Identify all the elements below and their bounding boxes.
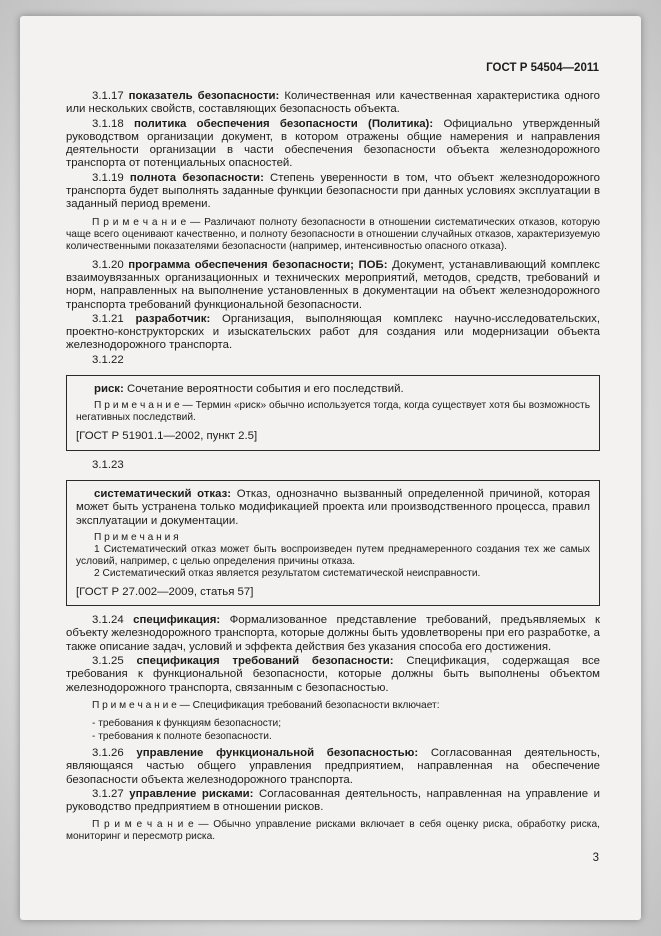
- definition-text: Спецификация, содержащая все требования к функциональной безопасности, которые должны быть выполнены объектом железнодорожного транспорта, связанным с безопасностью.: [66, 655, 601, 694]
- clause-number: 3.1.18: [92, 117, 124, 130]
- source-reference: [ГОСТ Р 51901.1—2002, пункт 2.5]: [76, 430, 258, 443]
- list-item-safety-integrity: - требования к полноте безопасности.: [92, 730, 272, 742]
- clause-number-3-1-23: 3.1.23: [92, 458, 124, 471]
- definition-text: Сочетание вероятности события и его последствий.: [126, 383, 404, 396]
- clause-number: 3.1.21: [92, 312, 124, 325]
- term: спецификация:: [133, 614, 221, 627]
- definition-text: Организация, выполняющая комплекс научно-исследовательских, проектно-конструкторских и изыскательских работ для создания или модернизации объекта железнодорожного транспорта.: [66, 312, 601, 352]
- definition-3-1-26: [66, 747, 600, 787]
- definition-text: Документ, устанавливающий комплекс взаимоувязанных организационных и технических мероприятий, методов, средств, требований и норм, направленных на выполнение установленных в документации на объект железнодорожного транспорта требований функциональной безопасности.: [66, 258, 600, 311]
- term: риск:: [94, 383, 124, 396]
- quote-box-systematic-failure: [66, 480, 600, 606]
- box-definition: [76, 383, 590, 396]
- definition-text: Количественная или качественная характеристика одного или нескольких свойств, составляющих безопасность объекта.: [66, 90, 600, 116]
- definition-text: Формализованное представление требований, предъявляемых к объекту железнодорожного транспорта, которые должны быть удовлетворены при его разработке, а также описание задач, условий и эффекта действия без указания способа его достижения.: [66, 614, 600, 653]
- definition-text: Отказ, однозначно вызванный определенной причиной, которая может быть устранена только модификацией проекта или производственного процесса, правил эксплуатации и документации.: [76, 487, 591, 527]
- definition-text: Степень уверенности в том, что объект железнодорожного транспорта будет выполнять заданные функции безопасности при данных условиях эксплуатации в заданный период времени.: [66, 171, 600, 211]
- quote-box-risk: [66, 375, 600, 451]
- term: разработчик:: [135, 312, 211, 325]
- note-3-1-19: П р и м е ч а н и е — Различают полноту безопасности в отношении систематических отказов, которую чаще всего оценивают качественно, и полноту безопасности в отношении случайных отказов, характеризуемую количественными показателями безопасности (например, интенсивностью опасного отказа).: [66, 216, 600, 252]
- term: управление функциональной безопасностью:: [136, 746, 419, 759]
- definition-3-1-21: [66, 313, 600, 353]
- term: показатель безопасности:: [128, 90, 280, 102]
- definition-3-1-24: [66, 614, 600, 654]
- box-definition: [76, 488, 590, 528]
- definition-text: Официально утвержденный руководством организации документ, в котором отражены общие намерения и направления деятельности организации в части обеспечения безопасности объекта железнодорожного транспорта от потенциальных опасностей.: [66, 117, 600, 170]
- doc-header: ГОСТ Р 54504—2011: [486, 62, 599, 74]
- definition-text: Согласованная деятельность, являющаяся частью общего управления предприятием, направленная на обеспечение безопасности объекта железнодорожного транспорта.: [66, 746, 600, 786]
- definition-3-1-25: [66, 655, 600, 695]
- term: спецификация требований безопасности:: [136, 655, 394, 668]
- clause-number: 3.1.24: [92, 614, 124, 627]
- list-item-safety-functions: - требования к функциям безопасности;: [92, 717, 282, 729]
- term: полнота безопасности:: [129, 171, 264, 184]
- definition-text: Согласованная деятельность, направленная на управление и руководство предприятием в отношении рисков.: [66, 787, 601, 814]
- document-page: [20, 16, 641, 920]
- note-3-1-25: П р и м е ч а н и е — Спецификация требований безопасности включает:: [92, 699, 440, 711]
- clause-number: 3.1.27: [92, 787, 124, 800]
- term: программа обеспечения безопасности; ПОБ:: [128, 258, 388, 271]
- definition-3-1-18: [66, 118, 600, 171]
- term: систематический отказ:: [94, 487, 232, 500]
- document-content: [66, 90, 600, 849]
- clause-number: 3.1.25: [92, 655, 124, 668]
- definition-3-1-27: [66, 788, 600, 815]
- clause-number-3-1-22: 3.1.22: [92, 353, 124, 366]
- source-reference: [ГОСТ Р 27.002—2009, статья 57]: [76, 585, 254, 598]
- note-3-1-27: П р и м е ч а н и е — Обычно управление рисками включает в себя оценку риска, обработку риска, мониторинг и пересмотр риска.: [66, 819, 600, 843]
- definition-3-1-17: [66, 90, 600, 117]
- box-note-2: 2 Систематический отказ является результатом систематической неисправности.: [94, 567, 481, 579]
- box-note: П р и м е ч а н и е — Термин «риск» обычно используется тогда, когда существует хотя бы возможность негативных последствий.: [76, 400, 590, 424]
- clause-number: 3.1.20: [92, 258, 124, 271]
- box-note-1: 1 Систематический отказ может быть воспроизведен путем преднамеренного создания тех же самых условий, например, с целью определения причины отказа.: [76, 543, 590, 567]
- clause-number: 3.1.17: [92, 90, 124, 102]
- term: управление рисками:: [129, 787, 254, 800]
- definition-3-1-20: [66, 259, 600, 312]
- term: политика обеспечения безопасности (Политика):: [133, 117, 434, 130]
- notes-heading: П р и м е ч а н и я: [94, 531, 179, 543]
- clause-number: 3.1.19: [92, 171, 124, 184]
- definition-3-1-19: [66, 172, 600, 212]
- clause-number: 3.1.26: [92, 746, 124, 759]
- page-number: 3: [592, 852, 599, 864]
